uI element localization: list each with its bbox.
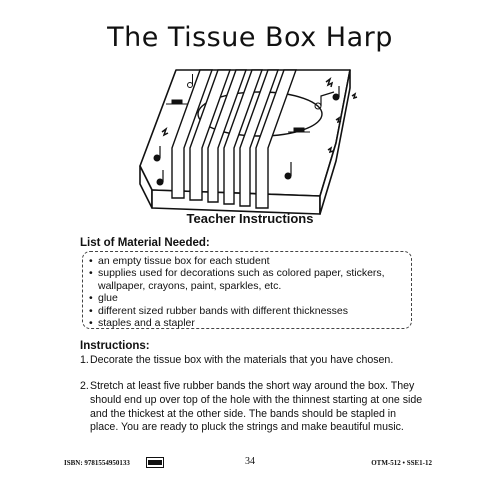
step-number: 2.: [80, 380, 89, 392]
step-text: Stretch at least five rubber bands the short way around the box. They should end up over top of the hole with the thinnest starting at one side and the thickest at the other side. The bands should be stapled in place. You are ready to pluck the strings and make beautiful music.: [90, 380, 423, 434]
step-text: Decorate the tissue box with the materials that you have chosen.: [90, 354, 394, 366]
instruction-step: [80, 354, 425, 368]
page-number: 34: [245, 456, 255, 467]
instructions-heading: Instructions:: [80, 340, 150, 352]
material-item: • glue: [89, 292, 405, 304]
material-item: • different sized rubber bands with different thicknesses: [89, 305, 405, 317]
materials-list-box: [82, 251, 412, 329]
tissue-box-harp-illustration: [138, 58, 363, 216]
material-item: • an empty tissue box for each student: [89, 255, 405, 267]
isbn-label: ISBN: 9781554950133: [64, 459, 130, 467]
material-item: • supplies used for decorations such as colored paper, stickers, wallpaper, crayons, paint, sparkles, etc.: [89, 267, 405, 292]
step-number: 1.: [80, 354, 89, 366]
instruction-step: [80, 380, 425, 435]
teacher-instructions-heading: Teacher Instructions: [186, 211, 314, 226]
product-code: OTM-512 • SSE1-12: [371, 459, 432, 467]
material-item: • staples and a stapler: [89, 317, 405, 329]
page-title: The Tissue Box Harp: [107, 22, 393, 53]
materials-list: [89, 255, 405, 329]
materials-heading: List of Material Needed:: [80, 237, 210, 249]
